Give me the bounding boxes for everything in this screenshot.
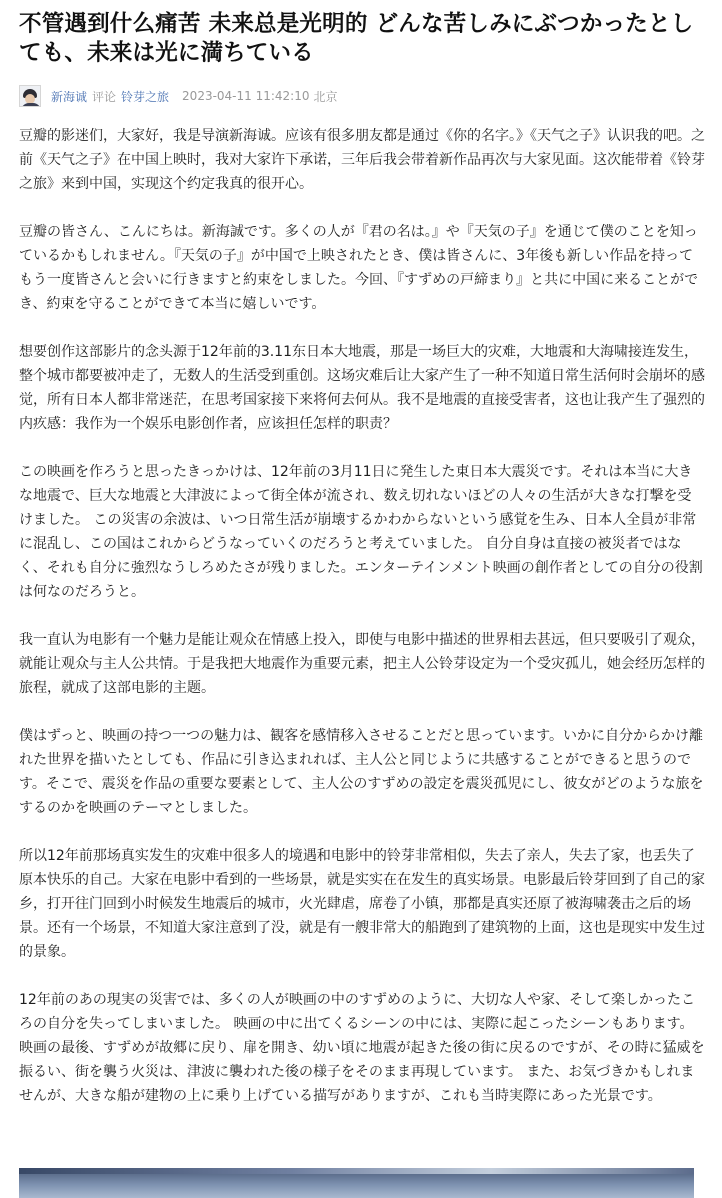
paragraph-2: 豆瓣の皆さん、こんにちは。新海誠です。多くの人が『君の名は。』や『天気の子』を通じて僕のことを知っているかもしれません。『天気の子』が中国で上映されたとき、僕は皆さんに、3年後も新しい作品を持ってもう一度皆さんと会いに行きますと約束をしました。今回、『すずめの戸締まり』と共に中国に来ることができ、約束を守ることができて本当に嬉しいです。 xyxy=(19,224,699,312)
paragraph-7: 所以12年前那场真实发生的灾难中很多人的境遇和电影中的铃芽非常相似，失去了亲人，失去了家，也丢失了原本快乐的自己。大家在电影中看到的一些场景，就是实实在在发生的真实场景。电影最后铃芽回到了自己的家乡，打开往门回到小时候发生地震后的城市，火光肆虐，席卷了小镇，那都是真实还原了被海啸袭击之后的场景。还有一个场景，不知道大家注意到了没，就是有一艘非常大的船跑到了建筑物的上面，这也是现实中发生过的景象。 xyxy=(19,848,705,960)
author-link[interactable]: 新海诚 xyxy=(51,89,88,104)
movie-still-sky xyxy=(19,1168,694,1174)
paragraph-8: 12年前のあの現実の災害では、多くの人が映画の中のすずめのように、大切な人や家、そして楽しかったころの自分を失ってしまいました。 映画の中に出てくるシーンの中には、実際に起こったシーンもあります。 映画の最後、すずめが故郷に戻り、扉を開き、幼い頃に地震が起きた後の街に戻るのですが、その時に猛威を振るい、街を襲う火災は、津波に襲われた後の様子をそのまま再現しています。 また、お気づきかもしれませんが、大きな船が建物の上に乗り上げている描写がありますが、これも当時実際にあった光景です。 xyxy=(19,992,705,1104)
avatar-shoulders-shape xyxy=(21,103,41,107)
paragraph-5: 我一直认为电影有一个魅力是能让观众在情感上投入，即使与电影中描述的世界相去甚远，但只要吸引了观众，就能让观众与主人公共情。于是我把大地震作为重要元素，把主人公铃芽设定为一个受灾孤儿，她会经历怎样的旅程，就成了这部电影的主题。 xyxy=(19,632,705,696)
article xyxy=(19,0,705,1132)
movie-link[interactable]: 铃芽之旅 xyxy=(121,89,170,104)
post-timestamp: 2023-04-11 11:42:10 xyxy=(182,89,310,103)
paragraph-1: 豆瓣的影迷们，大家好，我是导演新海诚。应该有很多朋友都是通过《你的名字。》《天气之子》认识我的吧。之前《天气之子》在中国上映时，我对大家许下承诺，三年后我会带着新作品再次与大家见面。这次能带着《铃芽之旅》来到中国，实现这个约定我真的很开心。 xyxy=(19,128,705,192)
paragraph-6: 僕はずっと、映画の持つ一つの魅力は、観客を感情移入させることだと思っています。いかに自分からかけ離れた世界を描いたとしても、作品に引き込まれれば、主人公と同じように共感することができると思うのです。そこで、震災を作品の重要な要素として、主人公のすずめの設定を震災孤児にし、彼女がどのような旅をするのかを映画のテーマとしました。 xyxy=(19,728,704,816)
post-location: 北京 xyxy=(313,89,338,104)
article-body xyxy=(19,124,705,1108)
movie-still-image xyxy=(19,1168,694,1198)
paragraph-3: 想要创作这部影片的念头源于12年前的3.11东日本大地震，那是一场巨大的灾难，大地震和大海啸接连发生，整个城市都要被冲走了，无数人的生活受到重创。这场灾难后让大家产生了一种不知道日常生活何时会崩坏的感觉，所有日本人都非常迷茫，在思考国家接下来将何去何从。我不是地震的直接受害者，这也让我产生了强烈的内疚感：我作为一个娱乐电影创作者，应该担任怎样的职责？ xyxy=(19,344,705,432)
action-label: 评论 xyxy=(92,89,117,104)
article-title: 不管遇到什么痛苦 未来总是光明的 どんな苦しみにぶつかったとしても、未来は光に満ちている xyxy=(19,11,694,66)
paragraph-4: この映画を作ろうと思ったきっかけは、12年前の3月11日に発生した東日本大震災です。それは本当に大きな地震で、巨大な地震と大津波によって街全体が流され、数え切れないほどの人々の生活が大きな打撃を受けました。 この災害の余波は、いつ日常生活が崩壊するかわからないという感覚を生み、日本人全員が非常に混乱し、この国はこれからどうなっていくのだろうと考えていました。 自分自身は直接の被災者ではなく、それも自分に強烈なうしろめたさが残りました。エンターテインメント映画の創作者としての自分の役割は何なのだろうと。 xyxy=(19,464,703,600)
author-avatar[interactable] xyxy=(19,85,41,107)
article-meta xyxy=(19,84,705,108)
